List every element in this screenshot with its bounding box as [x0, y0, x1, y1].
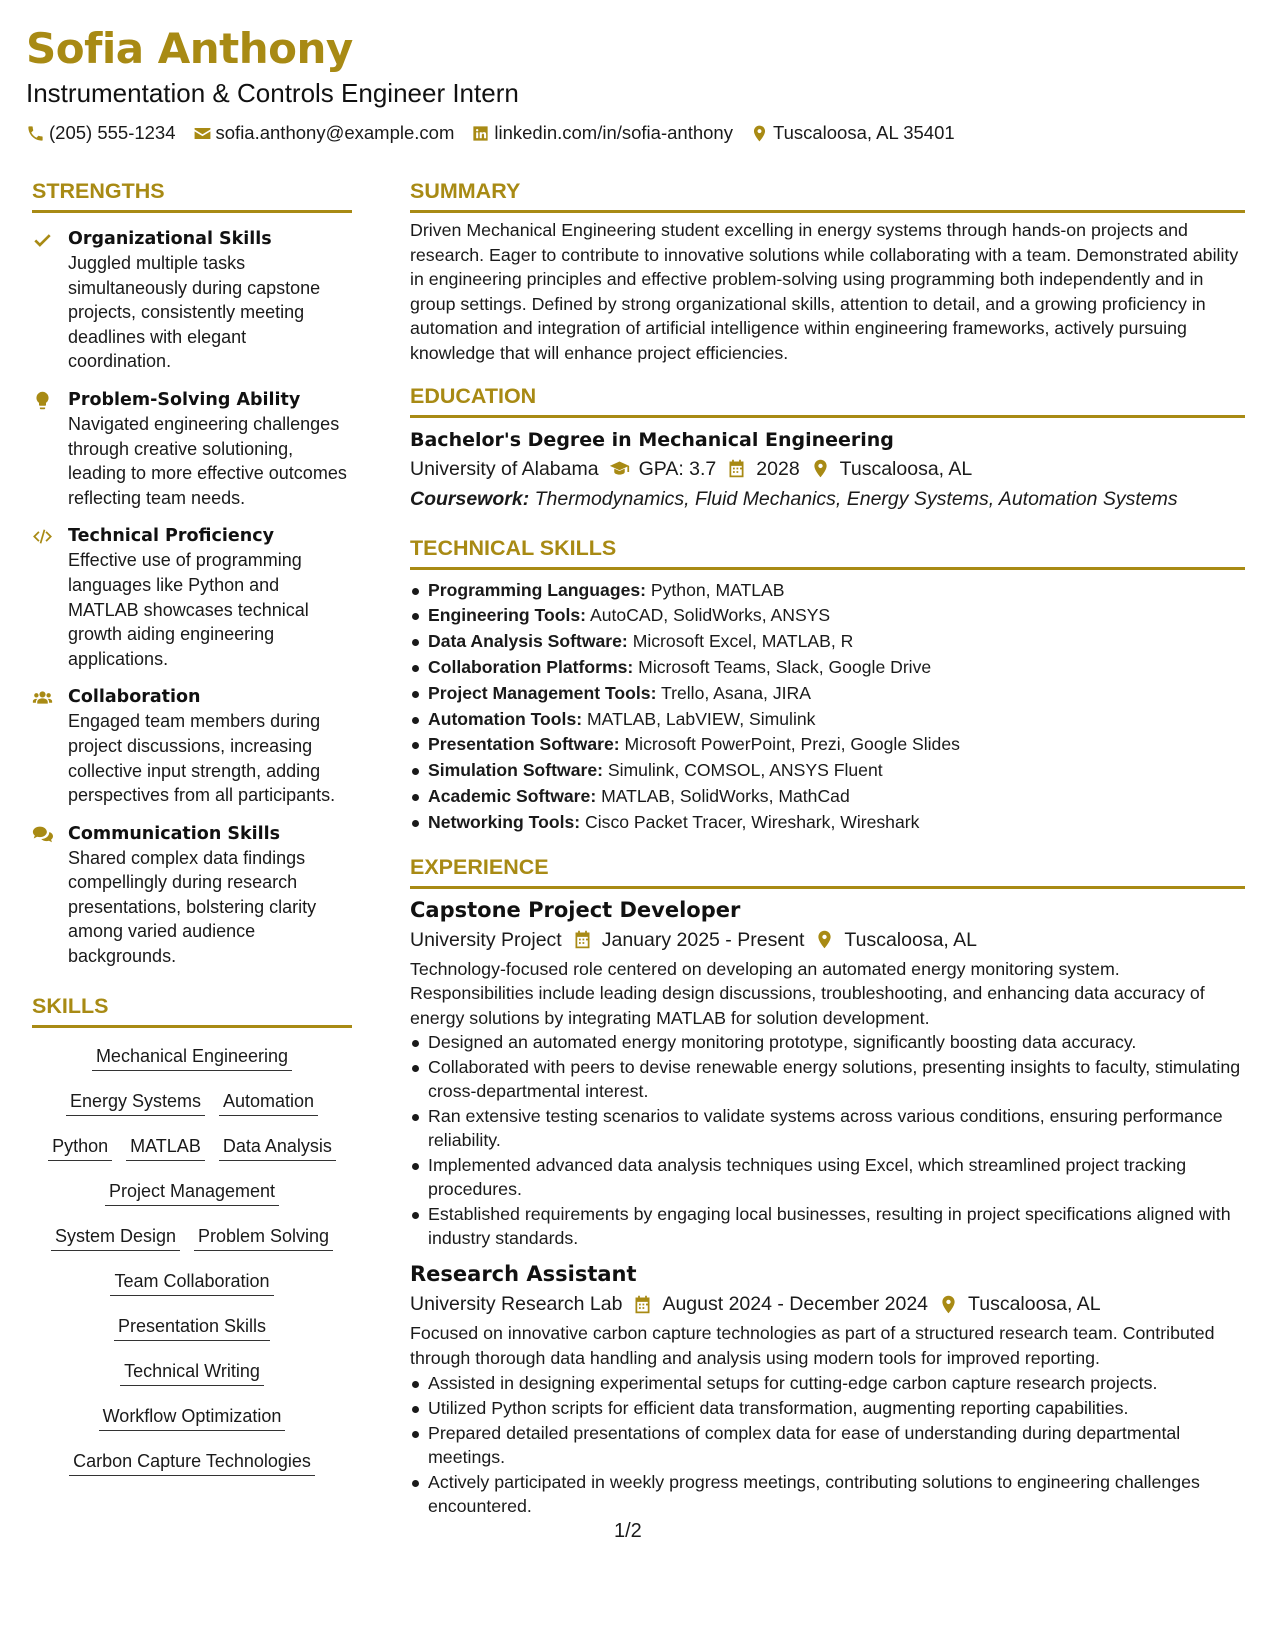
summary-text: Driven Mechanical Engineering student excelling in energy systems through hands-on projects and research. Eager to contribute to innovative solutions while collaborating with a team. Demonstrated ability in engineering principles and effective problem-solving using programming both independently and in group settings. Defined by strong organizational skills, attention to detail, and a growing proficiency in automation and integration of artificial intelligence within engineering frameworks, actively pursuing knowledge that will enhance project efficiencies. — [410, 220, 1239, 363]
strength-name: Problem-Solving Ability — [68, 389, 301, 410]
strength-name: Collaboration — [68, 687, 201, 708]
tech-skill-label: Networking Tools: — [428, 811, 581, 832]
graduation-year: 2028 — [756, 457, 800, 480]
contact-linkedin[interactable] — [471, 122, 733, 144]
tech-skill-label: Presentation Software: — [428, 734, 620, 755]
strength-item — [32, 388, 352, 510]
skill-chip: System Design — [51, 1224, 180, 1251]
list-item — [410, 707, 1245, 733]
list-item — [410, 603, 1245, 629]
skill-chip: Technical Writing — [120, 1359, 264, 1386]
list-item — [410, 655, 1245, 681]
strength-desc: Effective use of programming languages like Python and MATLAB showcases technical growth aiding engineering applications. — [68, 550, 309, 669]
strength-name: Technical Proficiency — [68, 526, 274, 547]
list-item — [410, 732, 1245, 758]
phone-icon — [26, 124, 45, 143]
job-bullets — [410, 1030, 1245, 1250]
skill-chip: Problem Solving — [194, 1224, 333, 1251]
tech-skill-label: Engineering Tools: — [428, 605, 587, 626]
job-description: Technology-focused role centered on developing an automated energy monitoring system. Responsibilities include leading design discussions, troubleshooting, and enhancing data accuracy of energy solutions by integrating MATLAB for solution development. — [410, 958, 1205, 1028]
skills-section — [32, 991, 352, 1488]
skill-chip: Python — [48, 1134, 112, 1161]
skill-chip: Mechanical Engineering — [92, 1044, 292, 1071]
job-org: University Project — [410, 928, 562, 951]
contact-email[interactable] — [193, 122, 455, 144]
list-item: Actively participated in weekly progress meetings, contributing solutions to engineering challenges encountered. — [410, 1470, 1245, 1518]
job-entry — [410, 1259, 1245, 1517]
map-pin-icon — [810, 458, 831, 479]
map-pin-icon — [814, 929, 835, 950]
job-location: Tuscaloosa, AL — [968, 1293, 1101, 1316]
job-meta — [410, 925, 1245, 955]
strength-name: Organizational Skills — [68, 229, 272, 249]
job-location: Tuscaloosa, AL — [844, 928, 978, 951]
gpa: GPA: 3.7 — [638, 457, 717, 480]
list-item — [410, 578, 1245, 604]
strength-desc: Juggled multiple tasks simultaneously during capstone projects, consistently meeting deadlines with elegant coordination. — [68, 253, 321, 372]
tech-skill-label: Collaboration Platforms: — [428, 656, 634, 677]
contact-phone — [26, 122, 176, 144]
job-org: University Research Lab — [410, 1293, 623, 1316]
tech-skill-value: Cisco Packet Tracer, Wireshark, Wireshark — [585, 811, 920, 832]
strength-desc: Navigated engineering challenges through creative solutioning, leading to more effective outcomes reflecting team needs. — [68, 413, 347, 508]
technical-skills-heading: TECHNICAL SKILLS — [410, 533, 1245, 570]
tech-skill-value: AutoCAD, SolidWorks, ANSYS — [589, 605, 831, 626]
tech-skill-label: Project Management Tools: — [428, 682, 657, 703]
contact-bar — [26, 122, 1246, 144]
experience-section — [410, 852, 1245, 1518]
job-title: Research Assistant — [410, 1262, 637, 1287]
strength-desc: Engaged team members during project discussions, increasing collective input strength, adding perspectives from all participants. — [68, 711, 336, 806]
skill-chip: Automation — [219, 1089, 318, 1116]
experience-heading: EXPERIENCE — [410, 852, 1245, 889]
education-section — [410, 381, 1245, 514]
education-location: Tuscaloosa, AL — [839, 457, 973, 480]
contact-phone-text: (205) 555-1234 — [49, 122, 176, 143]
job-meta — [410, 1289, 1245, 1319]
left-column — [32, 176, 352, 1488]
candidate-role: Instrumentation & Controls Engineer Intern — [26, 78, 519, 108]
tech-skill-value: MATLAB, SolidWorks, MathCad — [601, 785, 850, 806]
strength-item — [32, 227, 352, 374]
list-item — [410, 810, 1245, 836]
skill-chip: Data Analysis — [219, 1134, 336, 1161]
tech-skill-label: Data Analysis Software: — [428, 631, 628, 652]
calendar-icon — [572, 929, 593, 950]
strength-desc: Shared complex data findings compellingly during research presentations, bolstering clarity among varied audience backgrounds. — [68, 847, 317, 967]
list-item: Designed an automated energy monitoring prototype, significantly boosting data accuracy. — [410, 1030, 1245, 1054]
list-item: Ran extensive testing scenarios to validate systems across various conditions, ensuring performance reliability. — [410, 1104, 1245, 1152]
users-icon — [32, 687, 53, 708]
job-description: Focused on innovative carbon capture technologies as part of a structured research team. Contributed through thorough data handling and analysis using modern tools for improved reporting. — [410, 1323, 1215, 1368]
calendar-icon — [726, 458, 747, 479]
tech-skill-value: Microsoft Teams, Slack, Google Drive — [638, 656, 932, 677]
tech-skill-value: Trello, Asana, JIRA — [661, 682, 811, 703]
tech-skill-label: Simulation Software: — [428, 760, 603, 781]
linkedin-icon — [471, 124, 490, 143]
degree-title: Bachelor's Degree in Mechanical Engineering — [410, 428, 894, 451]
list-item — [410, 758, 1245, 784]
map-pin-icon — [938, 1294, 959, 1315]
right-column — [410, 176, 1245, 1519]
page-number: 1/2 — [614, 1520, 642, 1542]
summary-heading: SUMMARY — [410, 176, 1245, 213]
contact-location — [750, 122, 955, 144]
tech-skill-value: Python, MATLAB — [650, 579, 785, 600]
code-icon — [32, 526, 53, 547]
tech-skill-value: Microsoft PowerPoint, Prezi, Google Slides — [624, 734, 960, 755]
job-bullets — [410, 1371, 1245, 1518]
skill-chip: Team Collaboration — [110, 1269, 273, 1296]
list-item: Utilized Python scripts for efficient data transformation, augmenting reporting capabilities. — [410, 1396, 1245, 1420]
list-item: Implemented advanced data analysis techniques using Excel, which streamlined project tracking procedures. — [410, 1153, 1245, 1201]
tech-skill-label: Automation Tools: — [428, 708, 583, 729]
resume-header — [26, 24, 1246, 144]
list-item — [410, 784, 1245, 810]
calendar-icon — [632, 1294, 653, 1315]
job-dates: January 2025 - Present — [601, 928, 805, 951]
list-item: Collaborated with peers to devise renewable energy solutions, presenting insights to faculty, stimulating cross-departmental interest. — [410, 1055, 1245, 1103]
tech-skill-label: Programming Languages: — [428, 579, 646, 600]
list-item — [410, 681, 1245, 707]
strengths-heading: STRENGTHS — [32, 176, 352, 213]
skill-chip: MATLAB — [126, 1134, 205, 1161]
technical-skills-section — [410, 533, 1245, 836]
comments-icon — [32, 824, 53, 845]
strength-item — [32, 822, 352, 969]
skill-chip: Project Management — [105, 1179, 279, 1206]
lightbulb-icon — [32, 390, 53, 411]
education-meta — [410, 454, 1245, 484]
school-name: University of Alabama — [410, 457, 599, 480]
skill-chip: Carbon Capture Technologies — [69, 1449, 315, 1476]
skill-chips — [32, 1038, 352, 1488]
coursework-label: Coursework: — [410, 487, 530, 510]
job-title: Capstone Project Developer — [410, 897, 741, 922]
contact-location-text: Tuscaloosa, AL 35401 — [772, 122, 955, 143]
skill-chip: Energy Systems — [66, 1089, 205, 1116]
coursework-list: Thermodynamics, Fluid Mechanics, Energy Systems, Automation Systems — [534, 487, 1178, 510]
strength-name: Communication Skills — [68, 823, 281, 844]
tech-skill-label: Academic Software: — [428, 785, 597, 806]
strength-item — [32, 524, 352, 671]
skill-chip: Workflow Optimization — [99, 1404, 286, 1431]
tech-skill-value: Microsoft Excel, MATLAB, R — [632, 631, 854, 652]
map-pin-icon — [750, 124, 769, 143]
graduation-cap-icon — [609, 458, 630, 479]
coursework-line — [410, 484, 1245, 514]
envelope-icon — [193, 124, 212, 143]
tech-skill-value: MATLAB, LabVIEW, Simulink — [586, 708, 816, 729]
job-dates: August 2024 - December 2024 — [662, 1293, 929, 1316]
list-item: Established requirements by engaging local businesses, resulting in project specifications aligned with industry standards. — [410, 1202, 1245, 1250]
contact-email-text[interactable]: sofia.anthony@example.com — [215, 122, 455, 143]
skills-heading: SKILLS — [32, 991, 352, 1028]
technical-skills-list — [410, 578, 1245, 836]
skill-chip: Presentation Skills — [114, 1314, 270, 1341]
tech-skill-value: Simulink, COMSOL, ANSYS Fluent — [607, 760, 883, 781]
strength-item — [32, 685, 352, 807]
list-item: Assisted in designing experimental setups for cutting-edge carbon capture research projects. — [410, 1371, 1245, 1395]
check-icon — [32, 229, 53, 250]
contact-linkedin-text[interactable]: linkedin.com/in/sofia-anthony — [494, 122, 733, 143]
job-entry — [410, 895, 1245, 1251]
candidate-name: Sofia Anthony — [26, 24, 353, 73]
education-heading: EDUCATION — [410, 381, 1245, 418]
list-item: Prepared detailed presentations of complex data for ease of understanding during departmental meetings. — [410, 1421, 1245, 1469]
list-item — [410, 629, 1245, 655]
